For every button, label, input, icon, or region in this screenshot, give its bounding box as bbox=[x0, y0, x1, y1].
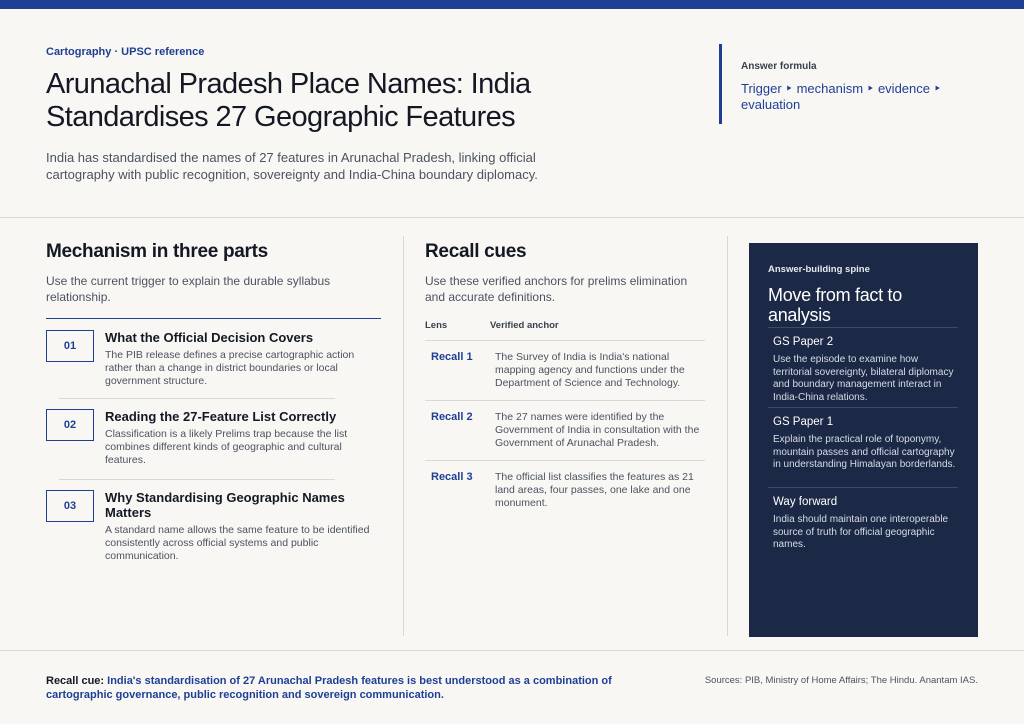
column-divider-2 bbox=[727, 236, 728, 636]
step-body: A standard name allows the same feature to be identified consistently across official systems and public communication. bbox=[105, 524, 370, 562]
step-divider bbox=[59, 398, 335, 399]
step-number: 03 bbox=[46, 490, 94, 522]
page-title: Arunachal Pradesh Place Names: India Standardises 27 Geographic Features bbox=[46, 68, 531, 133]
step-number: 01 bbox=[46, 330, 94, 362]
table-divider bbox=[425, 340, 705, 341]
spine-item-title: GS Paper 1 bbox=[773, 416, 834, 428]
table-divider bbox=[425, 460, 705, 461]
spine-divider bbox=[768, 327, 958, 328]
step-body: Classification is a likely Prelims trap because the list combines different kinds of geographic and cultural features. bbox=[105, 428, 348, 466]
step-body: The PIB release defines a precise cartographic action rather than a change in district boundaries or local government structure. bbox=[105, 349, 355, 387]
recall-anchor: The 27 names were identified by the Government of India in consultation with the Government of Arunachal Pradesh. bbox=[495, 411, 700, 449]
footer-cue-text: India's standardisation of 27 Arunachal Pradesh features is best understood as a combination of cartographic governance, public recognition and sovereign communication. bbox=[46, 675, 612, 701]
column-header-anchor: Verified anchor bbox=[490, 320, 559, 331]
step-title: Why Standardising Geographic Names Matters bbox=[105, 490, 345, 520]
table-divider bbox=[425, 400, 705, 401]
recall-description: Use these verified anchors for prelims elimination and accurate definitions. bbox=[425, 274, 688, 304]
spine-item-body: Use the episode to examine how territorial sovereignty, bilateral diplomacy and boundary management interact in India-China relations. bbox=[773, 354, 954, 403]
recall-anchor: The Survey of India is India's national mapping agency and functions under the Department of Science and Technology. bbox=[495, 351, 685, 389]
step-number: 02 bbox=[46, 409, 94, 441]
answer-formula-box bbox=[719, 44, 979, 124]
spine-item-title: GS Paper 2 bbox=[773, 336, 834, 348]
mechanism-title: Mechanism in three parts bbox=[46, 241, 268, 262]
column-divider-1 bbox=[403, 236, 404, 636]
column-header-lens: Lens bbox=[425, 320, 448, 331]
header-divider bbox=[0, 217, 1024, 218]
spine-divider bbox=[768, 407, 958, 408]
mechanism-rule bbox=[46, 318, 381, 319]
spine-label: Answer-building spine bbox=[768, 264, 870, 275]
recall-lens: Recall 2 bbox=[431, 411, 473, 423]
recall-anchor: The official list classifies the features as 21 land areas, four passes, one lake and one monument. bbox=[495, 471, 694, 509]
recall-lens: Recall 1 bbox=[431, 351, 473, 363]
spine-title: Move from fact to analysis bbox=[768, 285, 902, 325]
spine-divider bbox=[768, 487, 958, 488]
answer-formula-label: Answer formula bbox=[741, 61, 817, 72]
footer-recall-cue bbox=[46, 674, 666, 702]
sources-note: Sources: PIB, Ministry of Home Affairs; The Hindu. Anantam IAS. bbox=[704, 675, 978, 686]
spine-item-title: Way forward bbox=[773, 496, 838, 508]
spine-item-body: India should maintain one interoperable source of truth for official geographic names. bbox=[773, 514, 949, 550]
page-subtitle: India has standardised the names of 27 features in Arunachal Pradesh, linking official cartography with public recognition, sovereignty and India-China boundary diplomacy. bbox=[46, 150, 538, 182]
step-divider bbox=[59, 479, 335, 480]
answer-formula-text: Trigger ‣ mechanism ‣ evidence ‣ evaluation bbox=[741, 81, 942, 112]
recall-lens: Recall 3 bbox=[431, 471, 473, 483]
footer-cue-label: Recall cue: bbox=[46, 675, 108, 687]
kicker-label: Cartography · UPSC reference bbox=[46, 46, 205, 58]
answer-spine-panel bbox=[749, 243, 978, 637]
footer-divider bbox=[0, 650, 1024, 651]
spine-item-body: Explain the practical role of toponymy, mountain passes and official cartography in understanding Himalayan borderlands. bbox=[773, 434, 956, 470]
step-title: Reading the 27-Feature List Correctly bbox=[105, 409, 337, 424]
step-title: What the Official Decision Covers bbox=[105, 330, 314, 345]
top-accent-bar bbox=[0, 0, 1024, 9]
recall-title: Recall cues bbox=[425, 241, 527, 262]
mechanism-description: Use the current trigger to explain the durable syllabus relationship. bbox=[46, 274, 331, 304]
